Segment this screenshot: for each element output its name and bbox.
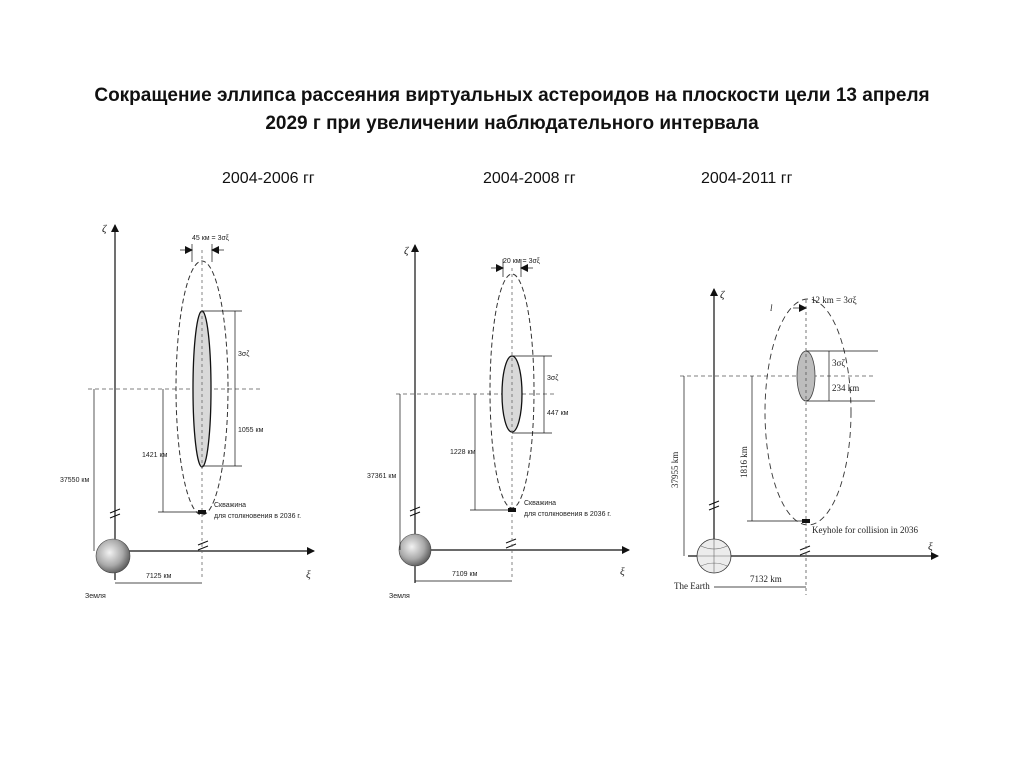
panel-1 [60, 223, 314, 600]
axis-break-mark [198, 541, 208, 550]
panel-2 [367, 245, 629, 600]
width-label: 45 км = 3σξ [192, 235, 229, 242]
earth [96, 539, 130, 573]
distance-label: 37550 км [60, 477, 90, 484]
earth-label: Земля [389, 593, 410, 600]
keyhole-label-1: Скважина [214, 502, 247, 509]
earth-label: Земля [85, 593, 106, 600]
period-label-1: 2004-2006 гг [222, 170, 315, 187]
title-line-2: 2029 г при увеличении наблюдательного интервала [265, 113, 759, 134]
sigma-label: 3σζ [547, 375, 559, 382]
ellipse-length-label: 447 км [547, 410, 569, 417]
horizontal-label: 7125 км [146, 573, 172, 580]
offset-label: 1816 km [739, 446, 749, 478]
ellipse-length-label: 234 km [832, 383, 860, 393]
keyhole-label: Keyhole for collision in 2036 [812, 525, 918, 535]
xi-axis-label: ξ [306, 569, 311, 581]
axis-break-mark [506, 539, 516, 548]
zeta-axis-label: ζ [102, 223, 107, 235]
offset-label: 1228 км [450, 449, 476, 456]
earth [399, 534, 431, 566]
distance-label: 37361 км [367, 473, 397, 480]
keyhole-marker [198, 510, 206, 514]
axis-break-mark [800, 546, 810, 555]
scatter-ellipse [797, 351, 815, 401]
dashed-ellipse [765, 299, 851, 525]
width-label: 20 км = 3σξ [503, 258, 540, 265]
horizontal-label: 7132 km [750, 574, 782, 584]
width-label: 12 km = 3σξ [811, 295, 857, 305]
keyhole-marker [508, 508, 516, 512]
keyhole-marker [802, 519, 810, 523]
title-line-1: Сокращение эллипса рассеяния виртуальных астероидов на плоскости цели 13 апреля [94, 85, 930, 106]
xi-axis-label: ξ [620, 566, 625, 578]
earth-label: The Earth [674, 581, 710, 591]
distance-label: 37955 km [670, 451, 680, 488]
panel-3 [670, 289, 938, 595]
keyhole-label-1: Скважина [524, 500, 557, 507]
keyhole-label-2: для столкновения в 2036 г. [524, 511, 612, 518]
zeta-axis-label: ζ [720, 289, 725, 301]
horizontal-label: 7109 км [452, 571, 478, 578]
period-label-3: 2004-2011 гг [701, 170, 793, 187]
zeta-axis-label: ζ [404, 245, 409, 257]
period-label-2: 2004-2008 гг [483, 170, 576, 187]
ellipse-length-label: 1055 км [238, 427, 264, 434]
sigma-label: 3σζ [832, 358, 846, 368]
offset-label: 1421 км [142, 452, 168, 459]
sigma-label: 3σζ [238, 351, 250, 358]
keyhole-label-2: для столкновения в 2036 г. [214, 513, 302, 520]
aux-label: l [770, 303, 773, 313]
xi-axis-label: ξ [928, 541, 933, 553]
